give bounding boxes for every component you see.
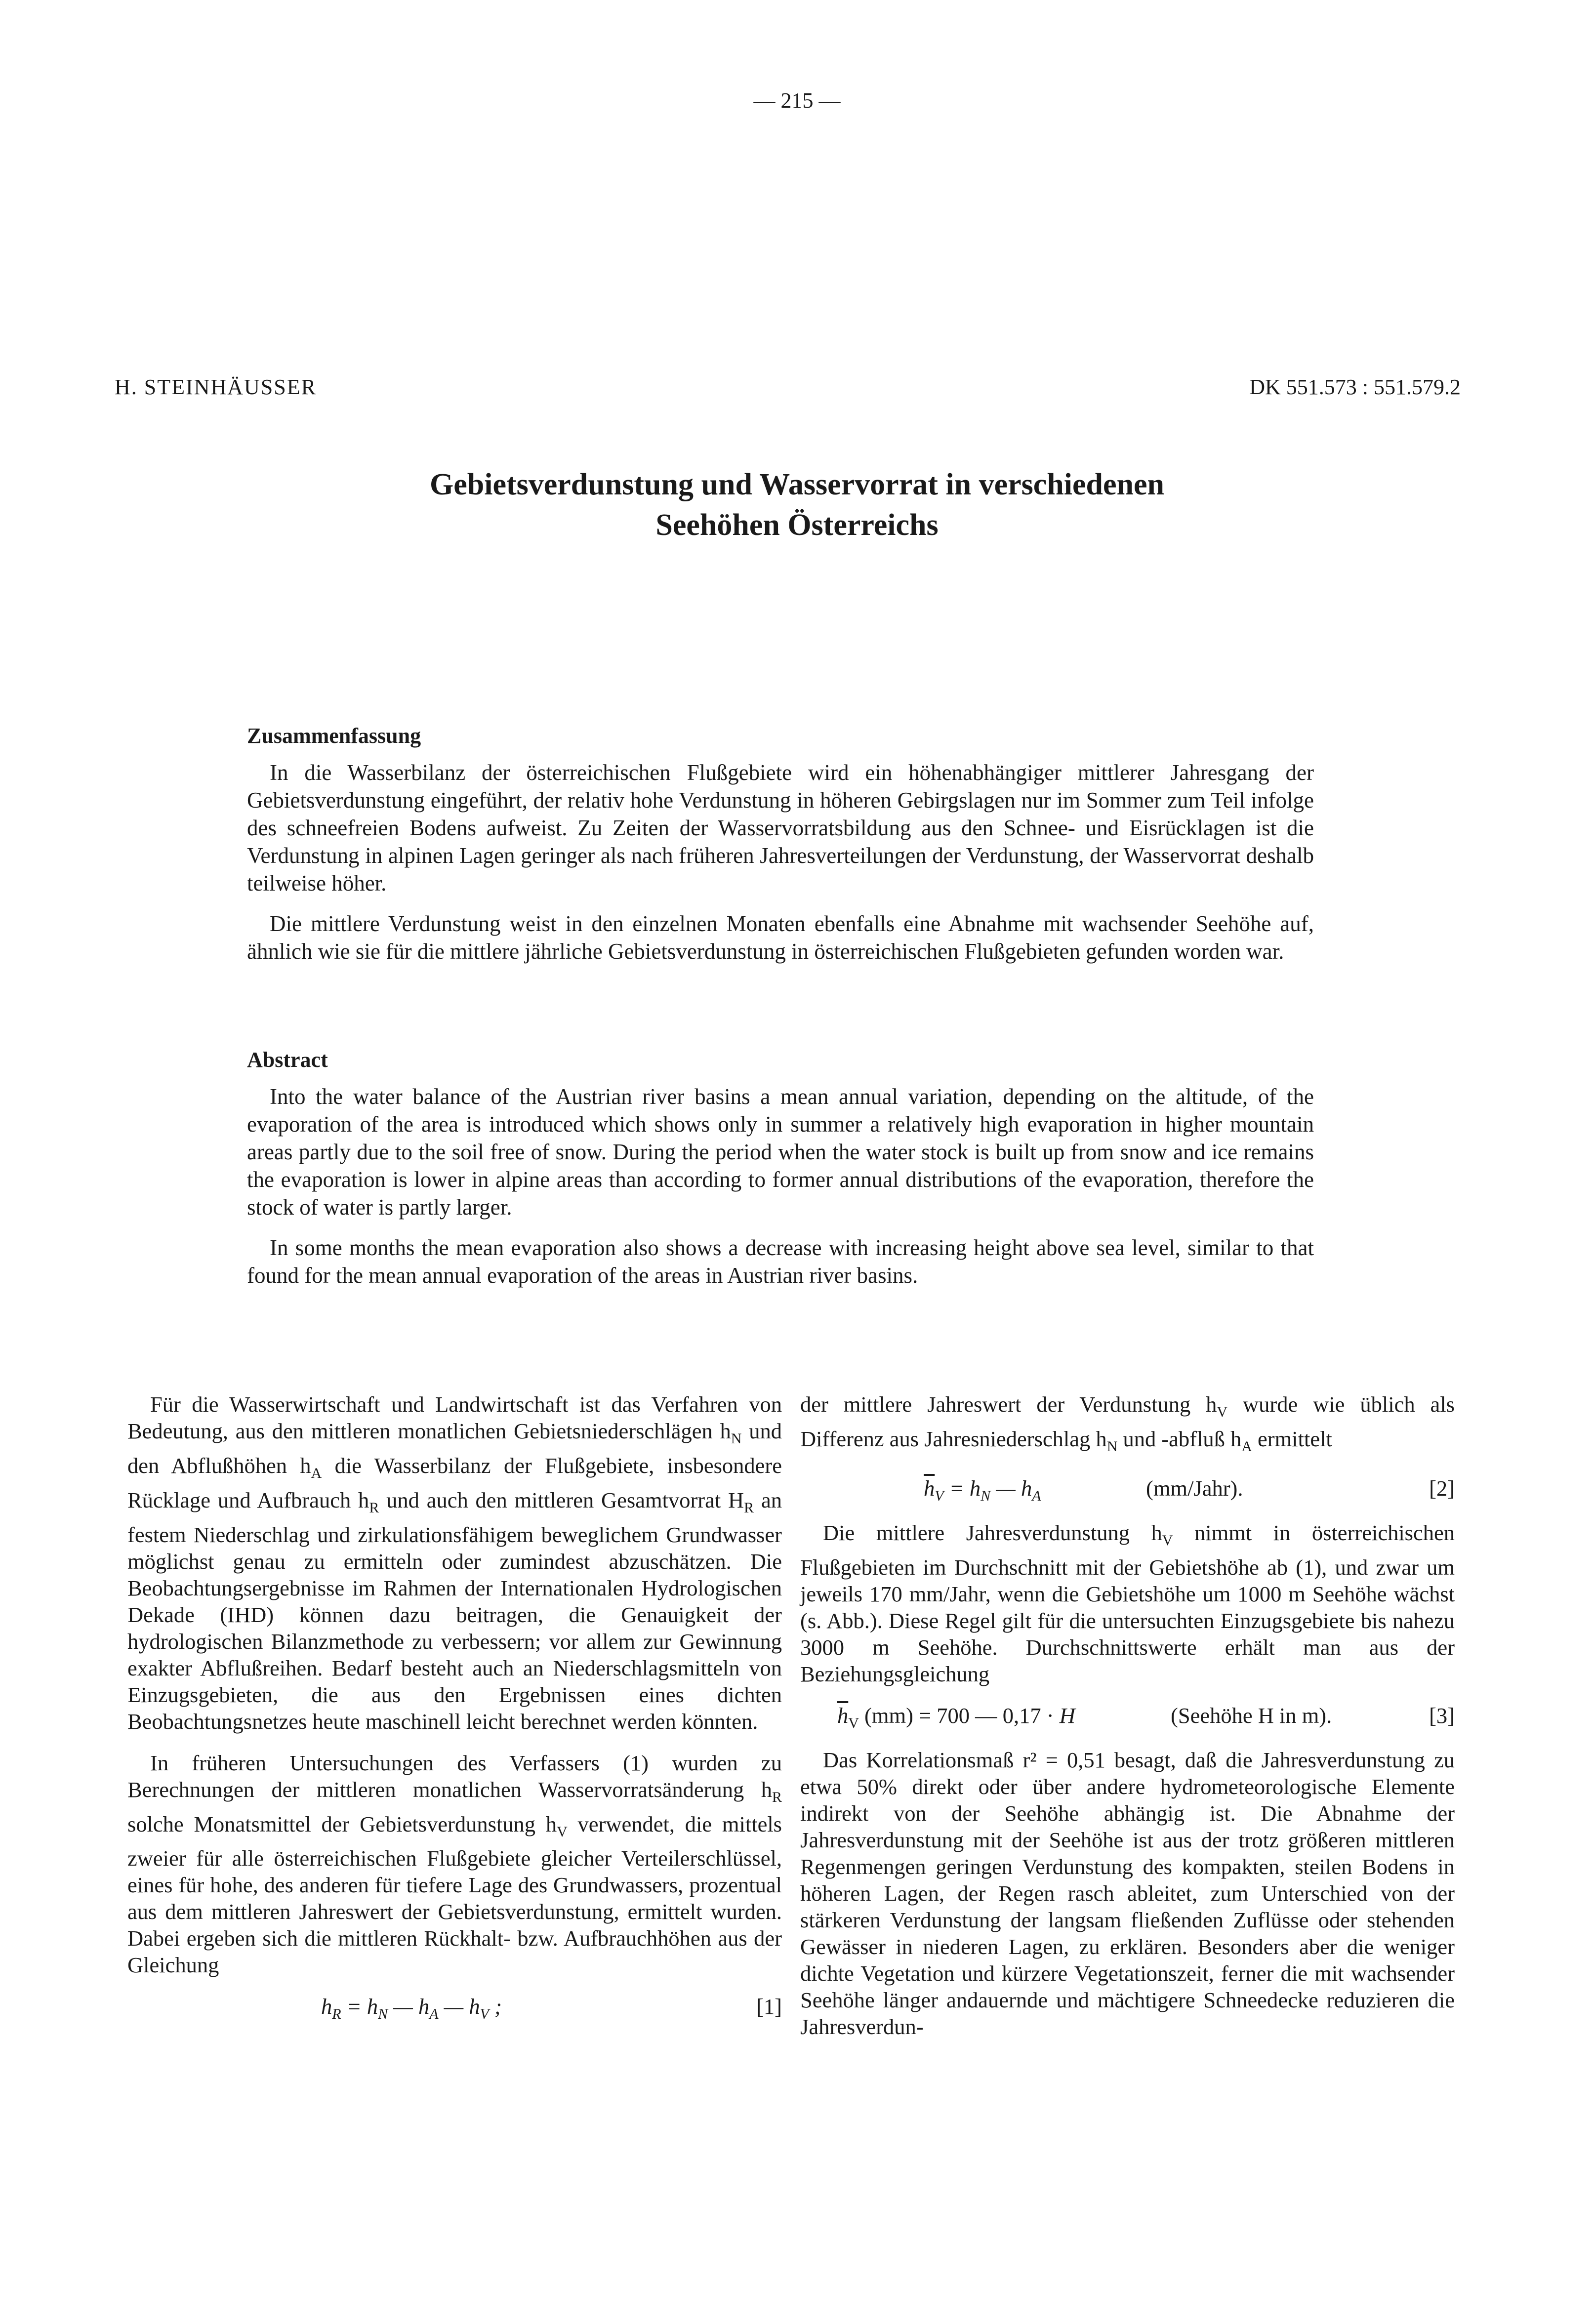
equation-1-expression: $h_R = h_N$ — $h_A$ — $h_V$ ;	[321, 1994, 502, 2023]
equation-1	[127, 1993, 782, 2026]
body-paragraph: Für die Wasserwirtschaft und Landwirtschaft ist das Verfahren von Bedeutung, aus den mittleren monatlichen Gebietsniederschlägen $h_N$ und den Abflußhöhen $h_A$ die Wasserbilanz der Flußgebiete, insbesondere Rücklage und Aufbrauch $h_R$ und auch den mittleren Gesamtvorrat $H_R$ an festem Niederschlag und zirkulationsfähigem beweglichem Grundwasser möglichst genau zu ermitteln oder zumindest abzuschätzen. Die Beobachtungsergebnisse im Rahmen der Internationalen Hydrologischen Dekade (IHD) können dazu beitragen, die Genauigkeit der hydrologischen Bilanzmethode zu verbessern; vor allem zur Gewinnung exakter Abflußreihen. Bedarf besteht auch an Niederschlagsmitteln von Einzugsgebieten, die aus den Ergebnissen eines dichten Beobachtungsnetzes heute maschinell leicht berechnet werden könnten.	[127, 1392, 782, 1734]
zusammenfassung-paragraph-1: In die Wasserbilanz der österreichischen Flußgebiete wird ein höhenabhängiger mittlerer Jahresgang der Gebietsverdunstung eingeführt, der relativ hohe Verdunstung in höheren Gebirgslagen nur im Sommer zum Teil infolge des schneefreien Bodens aufweist. Zu Zeiten der Wasservorratsbildung aus den Schnee- und Eisrücklagen ist die Verdunstung in alpinen Lagen geringer als nach früheren Jahresverteilungen der Verdunstung, der Wasservorrat deshalb teilweise höher.	[247, 760, 1314, 896]
abstract-paragraph-1: Into the water balance of the Austrian river basins a mean annual variation, depending on the altitude, of the evaporation of the area is introduced which shows only in summer a relatively high evaporation in higher mountain areas partly due to the soil free of snow. During the period when the water stock is built up from snow and ice remains the evaporation is lower in alpine areas than according to former annual distributions of the evaporation, therefore the stock of water is partly larger.	[247, 1084, 1314, 1220]
zusammenfassung-paragraph-2: Die mittlere Verdunstung weist in den einzelnen Monaten ebenfalls eine Abnahme mit wachsender Seehöhe auf, ähnlich wie sie für die mittlere jährliche Gebietsverdunstung in österreichischen Flußgebieten gefunden worden war.	[247, 911, 1314, 964]
left-column	[127, 1391, 782, 2038]
abstract-heading: Abstract	[247, 1048, 328, 1072]
author-name: H. STEINHÄUSSER	[115, 375, 317, 399]
equation-2	[800, 1475, 1455, 1508]
equation-3-note: (Seehöhe H in m).	[1171, 1703, 1332, 1728]
equation-1-number: [1]	[756, 1994, 782, 2019]
abstract-paragraph-2: In some months the mean evaporation also shows a decrease with increasing height above sea level, similar to that found for the mean annual evaporation of the areas in Austrian river basins.	[247, 1235, 1314, 1288]
body-paragraph: Die mittlere Jahresverdunstung $h_V$ nimmt in österreichischen Flußgebieten im Durchschnitt mit der Gebietshöhe ab (1), und zwar um jeweils 170 mm/Jahr, wenn die Gebietshöhe um 1000 m Seehöhe wächst (s. Abb.). Diese Regel gilt für die untersuchten Einzugsgebiete bis nahezu 3000 m Seehöhe. Durchschnittswerte erhält man aus der Beziehungsgleichung	[800, 1520, 1455, 1686]
right-column	[800, 1391, 1455, 2055]
title-line-2: Seehöhen Österreichs	[655, 508, 939, 542]
equation-2-expression: $\overline{h}_V = h_N$ — $h_A$	[924, 1475, 1041, 1504]
page-number: — 215 —	[753, 88, 841, 113]
article-title	[0, 464, 1594, 545]
classification-code: DK 551.573 : 551.579.2	[1249, 375, 1461, 399]
equation-3-expression: $\overline{h}_V$ (mm) = 700 — 0,17 · H	[837, 1703, 1075, 1731]
body-paragraph: Das Korrelationsmaß r² = 0,51 besagt, daß die Jahresverdunstung zu etwa 50% direkt oder über andere hydrometeorologische Elemente indirekt von der Seehöhe abhängig ist. Die Abnahme der Jahresverdunstung mit der Seehöhe ist aus der trotz größeren mittleren Regenmengen geringen Verdunstung des kompakten, steilen Bodens in höheren Lagen, der Regen rasch ableitet, zum Unterschied von der stärkeren Verdunstung der langsam fließenden Zuflüsse oder stehenden Gewässer in niederen Lagen, zu erklären. Besonders aber die weniger dichte Vegetation und kürzere Vegetationszeit, ferner die mit wachsender Seehöhe länger andauernde und mächtigere Schneedecke reduzieren die Jahresverdun-	[800, 1747, 1455, 2039]
title-line-1: Gebietsverdunstung und Wasservorrat in verschiedenen	[430, 468, 1164, 501]
equation-3-number: [3]	[1429, 1703, 1455, 1728]
body-paragraph: In früheren Untersuchungen des Verfassers (1) wurden zu Berechnungen der mittleren monatlichen Wasservorratsänderung $h_R$ solche Monatsmittel der Gebietsverdunstung $h_V$ verwendet, die mittels zweier für alle österreichischen Flußgebiete gleicher Verteilerschlüssel, eines für hohe, des anderen für tiefere Lage des Grundwassers, prozentual aus dem mittleren Jahreswert der Gebietsverdunstung, ermittelt wurden. Dabei ergeben sich die mittleren Rückhalt- bzw. Aufbrauchhöhen aus der Gleichung	[127, 1750, 782, 1978]
equation-2-unit: (mm/Jahr).	[1146, 1475, 1243, 1501]
abstract-section	[247, 1046, 1314, 1302]
equation-2-number: [2]	[1429, 1475, 1455, 1501]
zusammenfassung-heading: Zusammenfassung	[247, 724, 421, 748]
zusammenfassung-section	[247, 722, 1314, 978]
body-paragraph: der mittlere Jahreswert der Verdunstung $h_V$ wurde wie üblich als Differenz aus Jahresniederschlag $h_N$ und -abfluß $h_A$ ermittelt	[800, 1392, 1455, 1455]
equation-3	[800, 1702, 1455, 1735]
